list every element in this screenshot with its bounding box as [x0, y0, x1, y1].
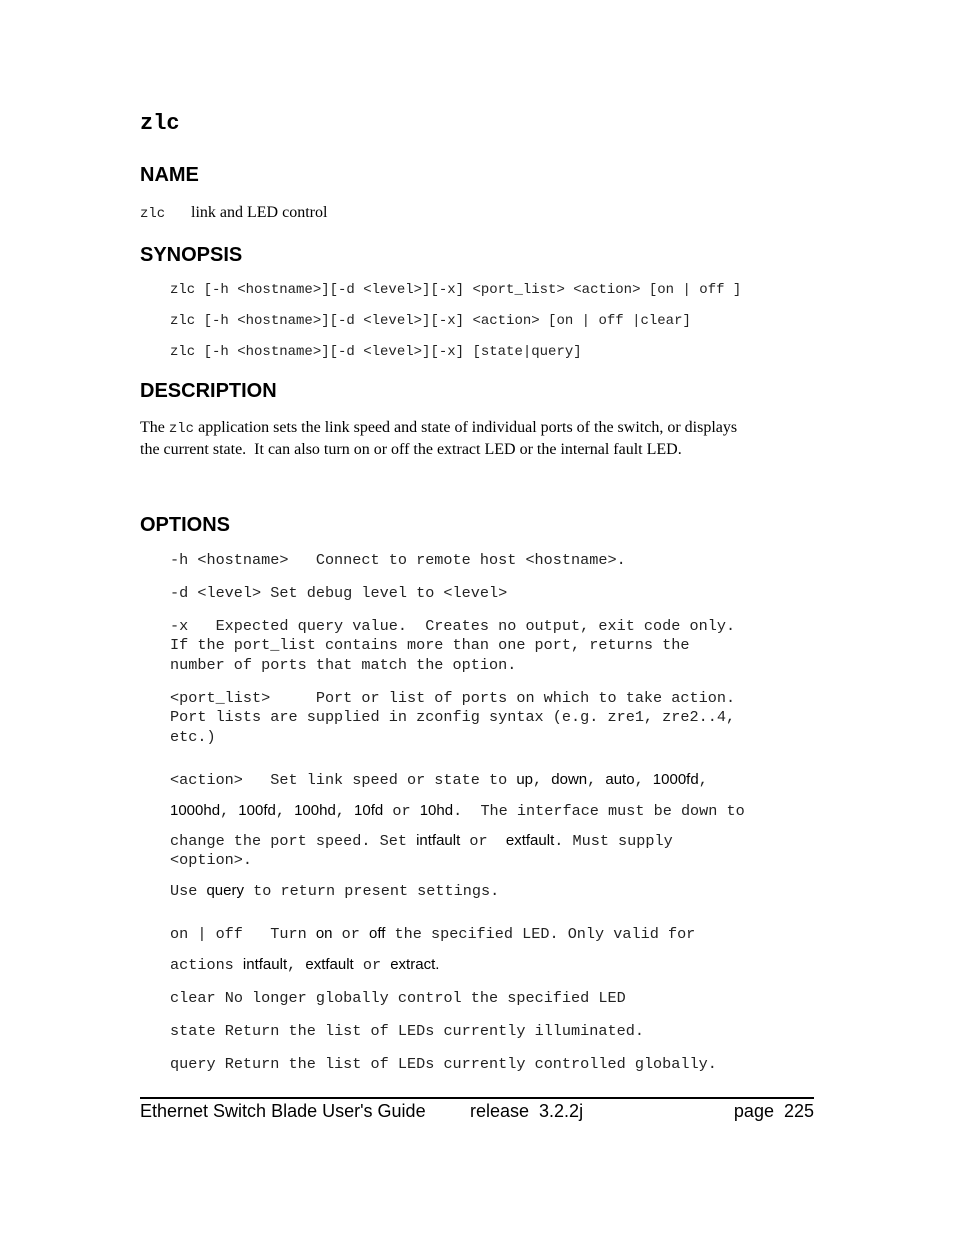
- option-x-line: number of ports that match the option.: [170, 656, 517, 674]
- option-action-line-2: 1000hd, 100fd, 100hd, 10fd or 10hd. The interface must be down to: [170, 802, 745, 820]
- name-command: zlc: [140, 206, 166, 222]
- option-port-list-line: etc.): [170, 728, 216, 746]
- description-heading: DESCRIPTION: [140, 380, 277, 402]
- synopsis-line: zlc [-h <hostname>][-d <level>][-x] <port_list> <action> [on | off ]: [170, 282, 742, 298]
- option-clear: clear No longer globally control the specified LED: [170, 989, 626, 1007]
- option-port-list-line: Port lists are supplied in zconfig syntax (e.g. zre1, zre2..4,: [170, 708, 736, 726]
- option-action-line-5: Use query to return present settings.: [170, 882, 500, 900]
- footer-page-number: page 225: [733, 1101, 814, 1121]
- option-onoff-line-2: actions intfault, extfault or extract.: [170, 956, 440, 974]
- option-state: state Return the list of LEDs currently illuminated.: [170, 1022, 644, 1040]
- option-action-line-1: <action> Set link speed or state to up, down, auto, 1000fd,: [170, 771, 708, 789]
- name-text: link and LED control: [191, 204, 328, 221]
- options-heading: OPTIONS: [140, 514, 231, 536]
- option-onoff-line-1: on | off Turn on or off the specified LED. Only valid for: [170, 925, 696, 943]
- option-h: -h <hostname> Connect to remote host <hostname>.: [170, 551, 626, 569]
- option-x-line: -x Expected query value. Creates no output, exit code only.: [170, 617, 736, 635]
- synopsis-line: zlc [-h <hostname>][-d <level>][-x] <action> [on | off |clear]: [170, 313, 691, 329]
- option-action-line-4: <option>.: [170, 851, 253, 869]
- description-line-2: the current state. It can also turn on or off the extract LED or the internal fault LED.: [140, 441, 682, 458]
- option-x-line: If the port_list contains more than one port, returns the: [170, 636, 690, 654]
- option-action-line-3: change the port speed. Set intfault or extfault. Must supply: [170, 832, 673, 850]
- footer-release: release 3.2.2j: [470, 1101, 584, 1121]
- synopsis-heading: SYNOPSIS: [140, 244, 243, 266]
- synopsis-line: zlc [-h <hostname>][-d <level>][-x] [state|query]: [170, 344, 582, 360]
- name-heading: NAME: [140, 164, 199, 186]
- footer-rule: [140, 1097, 814, 1099]
- footer-guide-title: Ethernet Switch Blade User's Guide: [140, 1101, 426, 1121]
- description-command: zlc: [168, 421, 195, 437]
- description-line-1: The zlc application sets the link speed and state of individual ports of the switch, or displays: [140, 419, 738, 437]
- option-d: -d <level> Set debug level to <level>: [170, 584, 508, 602]
- page-title: zlc: [140, 111, 180, 136]
- option-query: query Return the list of LEDs currently controlled globally.: [170, 1055, 717, 1073]
- option-port-list-line: <port_list> Port or list of ports on which to take action.: [170, 689, 736, 707]
